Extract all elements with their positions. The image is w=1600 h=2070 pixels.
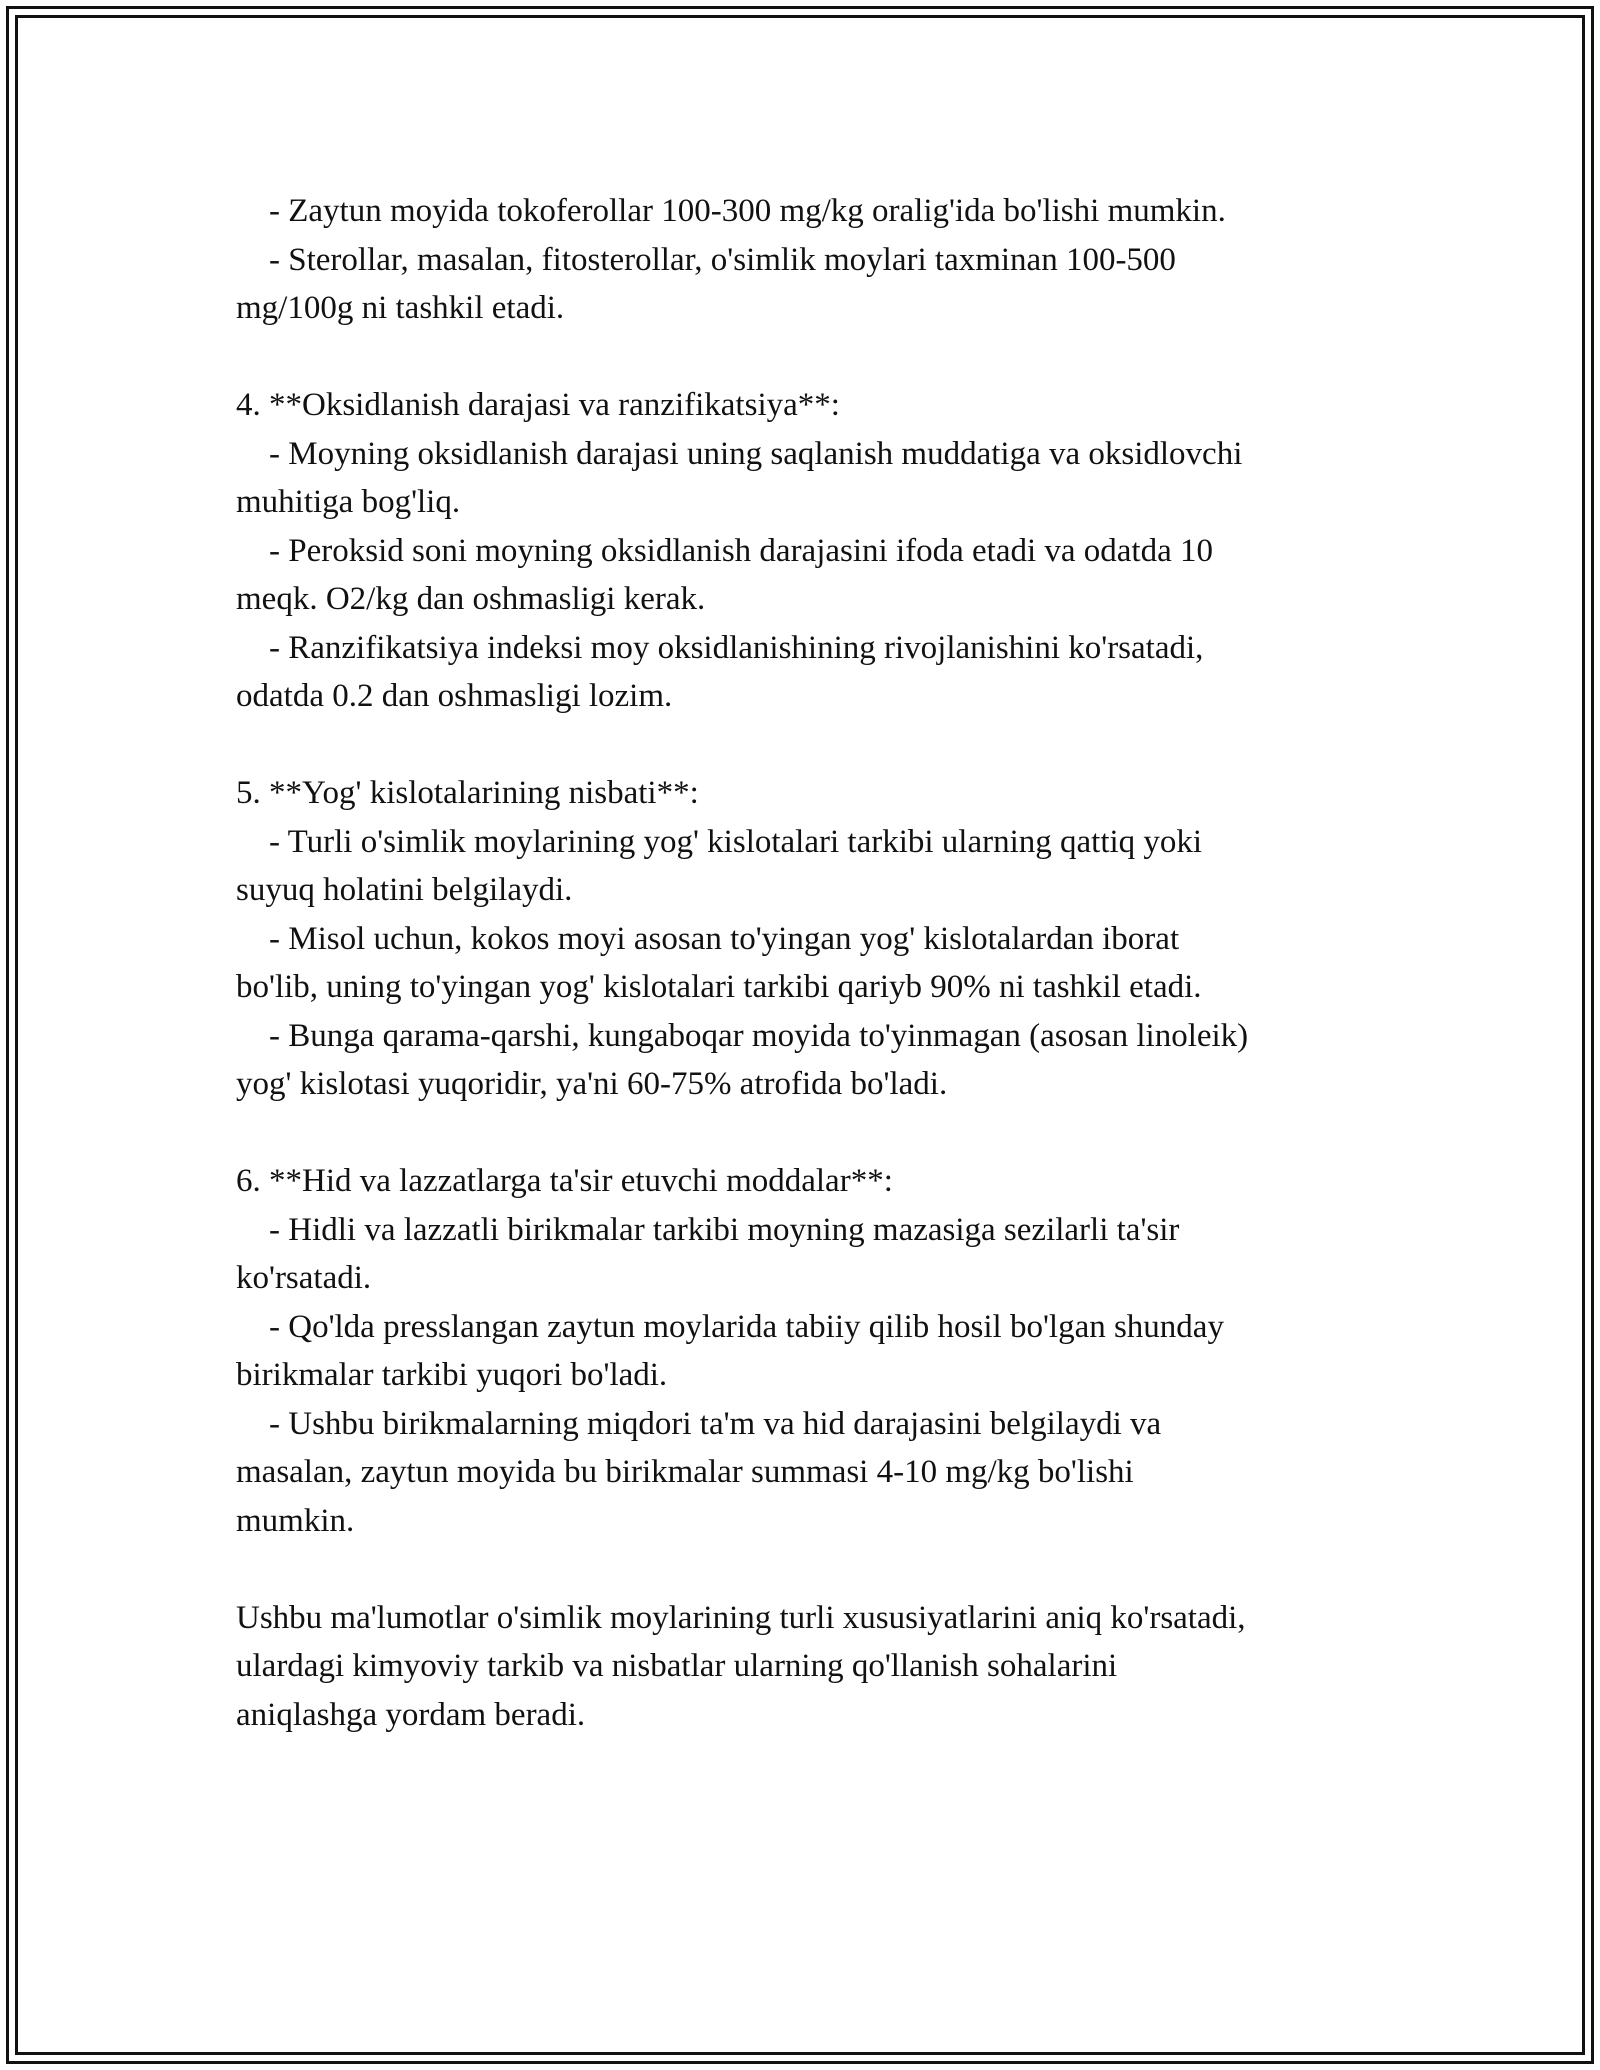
text-line: ko'rsatadi. bbox=[236, 1260, 372, 1296]
section-heading: 4. **Oksidlanish darajasi va ranzifikatsiya**: bbox=[236, 387, 840, 423]
paragraph-gap bbox=[236, 333, 1386, 382]
text-line: - Bunga qarama-qarshi, kungaboqar moyida to'yinmagan (asosan linoleik) bbox=[236, 1017, 1249, 1054]
text-line: - Ranzifikatsiya indeksi moy oksidlanishining rivojlanishini ko'rsatadi, bbox=[236, 629, 1204, 666]
text-line: bo'lib, uning to'yingan yog' kislotalari tarkibi qariyb 90% ni tashkil etadi. bbox=[236, 969, 1202, 1005]
text-line: - Moyning oksidlanish darajasi uning saqlanish muddatiga va oksidlovchi bbox=[236, 435, 1243, 472]
text-line: - Turli o'simlik moylarining yog' kislotalari tarkibi ularning qattiq yoki bbox=[236, 823, 1203, 860]
conclusion-line: aniqlashga yordam beradi. bbox=[236, 1696, 586, 1733]
text-line: - Zaytun moyida tokoferollar 100-300 mg/kg oralig'ida bo'lishi mumkin. bbox=[236, 193, 1226, 229]
text-line: - Ushbu birikmalarning miqdori ta'm va hid darajasini belgilaydi va bbox=[236, 1405, 1162, 1442]
conclusion-line: Ushbu ma'lumotlar o'simlik moylarining turli xususiyatlarini aniq ko'rsatadi, bbox=[236, 1599, 1246, 1636]
paragraph-gap bbox=[236, 1109, 1386, 1158]
text-line: - Misol uchun, kokos moyi asosan to'yingan yog' kislotalardan iborat bbox=[236, 920, 1180, 957]
text-line: muhitiga bog'liq. bbox=[236, 484, 461, 520]
section-heading: 6. **Hid va lazzatlarga ta'sir etuvchi moddalar**: bbox=[236, 1163, 893, 1199]
text-line: mg/100g ni tashkil etadi. bbox=[236, 290, 565, 326]
text-line: meqk. O2/kg dan oshmasligi kerak. bbox=[236, 581, 706, 617]
text-line: masalan, zaytun moyida bu birikmalar summasi 4-10 mg/kg bo'lishi bbox=[236, 1454, 1134, 1490]
text-line: - Qo'lda presslangan zaytun moylarida tabiiy qilib hosil bo'lgan shunday bbox=[236, 1308, 1224, 1345]
section-heading: 5. **Yog' kislotalarining nisbati**: bbox=[236, 775, 699, 811]
text-line: - Hidli va lazzatli birikmalar tarkibi moyning mazasiga sezilarli ta'sir bbox=[236, 1211, 1180, 1248]
paragraph-gap bbox=[236, 721, 1386, 770]
conclusion-line: ulardagi kimyoviy tarkib va nisbatlar ularning qo'llanish sohalarini bbox=[236, 1648, 1118, 1684]
paragraph-gap bbox=[236, 1545, 1386, 1594]
text-line: odatda 0.2 dan oshmasligi lozim. bbox=[236, 678, 673, 714]
text-line: yog' kislotasi yuqoridir, ya'ni 60-75% atrofida bo'ladi. bbox=[236, 1066, 948, 1102]
text-line: - Sterollar, masalan, fitosterollar, o'simlik moylari taxminan 100-500 bbox=[236, 241, 1176, 278]
text-line: - Peroksid soni moyning oksidlanish darajasini ifoda etadi va odatda 10 bbox=[236, 532, 1213, 569]
document-body bbox=[236, 187, 1386, 1739]
text-line: suyuq holatini belgilaydi. bbox=[236, 872, 573, 908]
text-line: birikmalar tarkibi yuqori bo'ladi. bbox=[236, 1357, 668, 1393]
text-line: mumkin. bbox=[236, 1502, 355, 1539]
